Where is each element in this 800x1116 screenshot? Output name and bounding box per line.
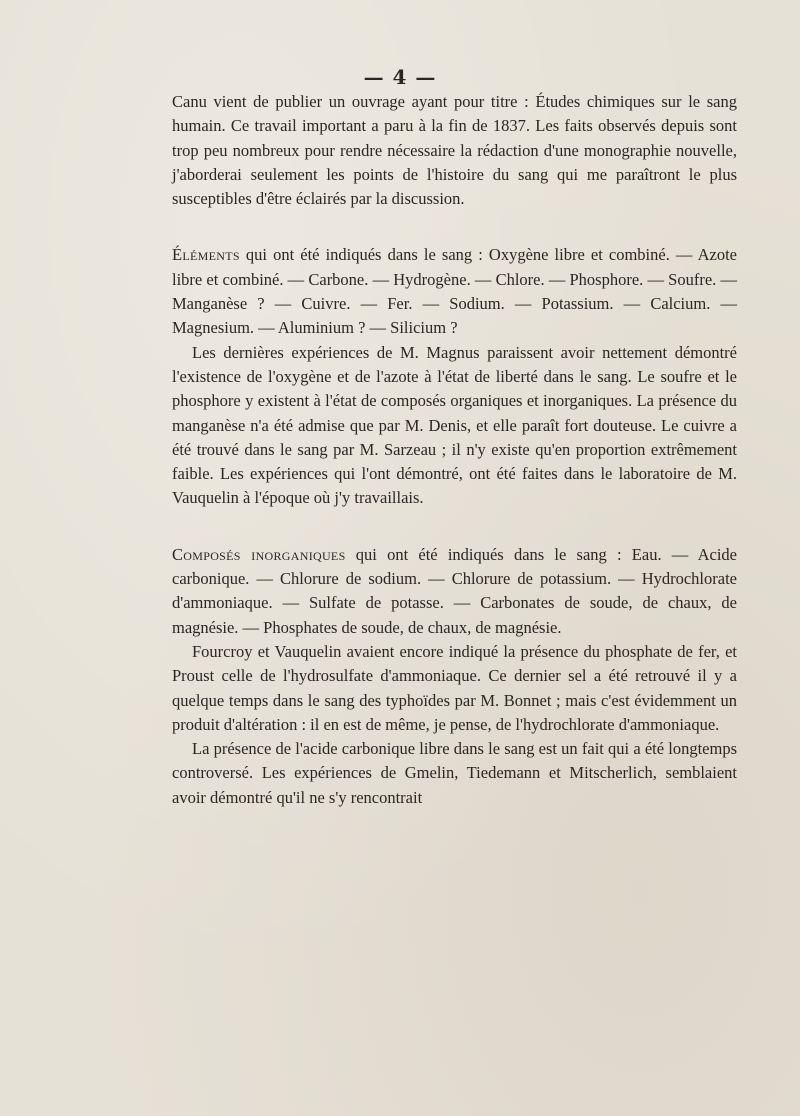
page-number: — 4 —: [363, 65, 437, 89]
paragraph-composes-text: qui ont été indiqués dans le sang : Eau. — Acide carbonique. — Chlorure de sodium. — Chlorure de potassium. — Hydrochlorate d'ammoniaque. — Sulfate de potasse. — Carbonates de soude, de chaux, de magnésie. — Phosphates de soude, de chaux, de magnésie.: [172, 544, 737, 637]
body-text: [172, 90, 737, 810]
paragraph-elements-text: qui ont été indiqués dans le sang : Oxygène libre et combiné. — Azote libre et combiné. — Carbone. — Hydrogène. — Chlore. — Phosphore. — Soufre. — Manganèse ? — Cuivre. — Fer. — Sodium. — Potassium. — Calcium. — Magnesium. — Aluminium ? — Silicium ?: [172, 245, 737, 338]
section-lead-composes: Composés inorganiques: [172, 544, 346, 564]
section-gap: [172, 511, 737, 535]
paragraph-composes: [172, 543, 737, 640]
section-lead-elements: Éléments: [172, 245, 240, 265]
paragraph-carbonique: La présence de l'acide carbonique libre dans le sang est un fait qui a été longtemps controversé. Les expériences de Gmelin, Tiedemann et Mitscherlich, semblaient avoir démontré qu'il ne s'y rencontrait: [172, 739, 737, 807]
paragraph-fourcroy: Fourcroy et Vauquelin avaient encore indiqué la présence du phosphate de fer, et Proust celle de l'hydrosulfate d'ammoniaque. Ce dernier sel a été retrouvé il y a quelque temps dans le sang des typhoïdes par M. Bonnet ; mais c'est évidemment un produit d'altération : il en est de même, je pense, de l'hydrochlorate d'ammoniaque.: [172, 641, 737, 734]
paragraph-intro: Canu vient de publier un ouvrage ayant pour titre : Études chimiques sur le sang humain. Ce travail important a paru à la fin de 1837. Les faits observés depuis sont trop peu nombreux pour rendre nécessaire la rédaction d'une monographie nouvelle, j'aborderai seulement les points de l'histoire du sang qui me paraîtront le plus susceptibles d'être éclairés par la discussion.: [172, 92, 737, 209]
section-gap: [172, 211, 737, 235]
paragraph-elements: [172, 243, 737, 340]
paragraph-magnus: Les dernières expériences de M. Magnus paraissent avoir nettement démontré l'existence de l'oxygène et de l'azote à l'état de liberté dans le sang. Le soufre et le phosphore y existent à l'état de composés organiques et inorganiques. La présence du manganèse n'a été admise que par M. Denis, et elle paraît fort douteuse. Le cuivre a été trouvé dans le sang par M. Sarzeau ; il n'y existe qu'en proportion extrêmement faible. Les expériences qui l'ont démontré, ont été faites dans le laboratoire de M. Vauquelin à l'époque où j'y travaillais.: [172, 342, 737, 508]
